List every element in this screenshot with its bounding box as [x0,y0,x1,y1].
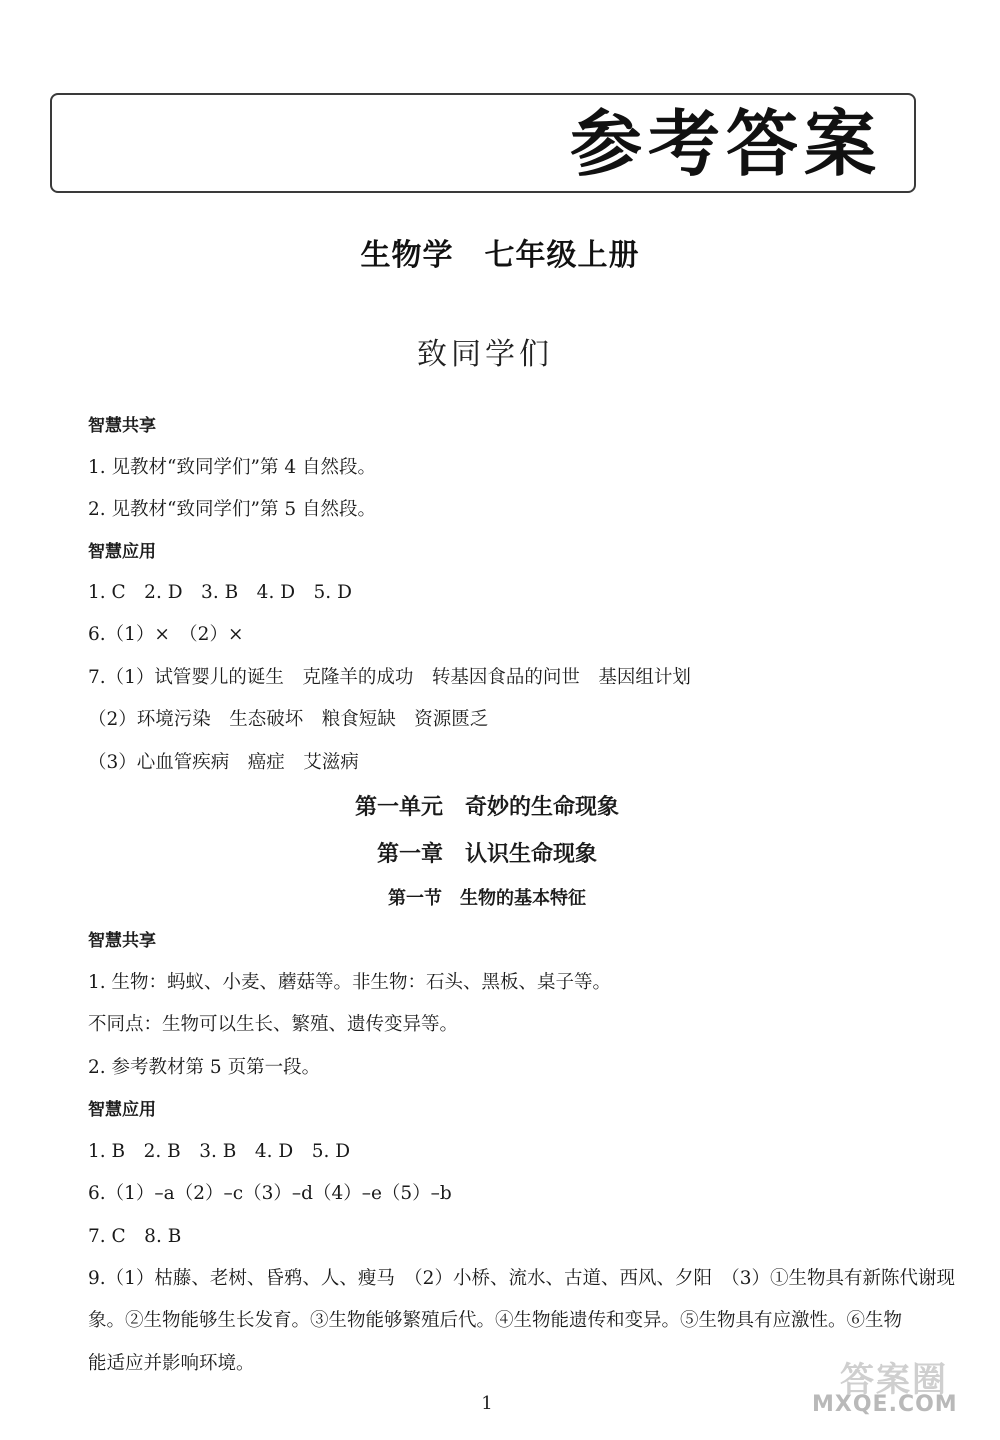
section-heading: 智慧共享 [88,416,156,436]
answer-line: 6.（1）× （2）× [88,624,244,645]
answer-line: 1. 生物：蚂蚁、小麦、蘑菇等。非生物：石头、黑板、桌子等。 [88,972,612,993]
answer-line: （3）心血管疾病 癌症 艾滋病 [88,752,359,773]
unit-title: 第一单元 奇妙的生命现象 [354,795,619,820]
answer-line: 1. C 2. D 3. B 4. D 5. D [88,582,352,603]
section-heading: 智慧应用 [88,542,156,562]
book-title: 生物学 七年级上册 [360,238,640,273]
answer-banner [50,93,916,193]
intro-title: 致同学们 [417,337,553,372]
section-title: 第一节 生物的基本特征 [388,888,586,909]
answer-line: 7.（1）试管婴儿的诞生 克隆羊的成功 转基因食品的问世 基因组计划 [88,667,691,688]
section-heading: 智慧应用 [88,1100,156,1120]
answer-line: 不同点：生物可以生长、繁殖、遗传变异等。 [88,1014,459,1035]
page-number: 1 [481,1393,493,1414]
watermark [806,1352,994,1434]
answer-line: （2）环境污染 生态破坏 粮食短缺 资源匮乏 [88,709,489,730]
answer-line: 6.（1）–a（2）–c（3）–d（4）–e（5）–b [88,1183,452,1204]
answer-line: 9.（1）枯藤、老树、昏鸦、人、瘦马 （2）小桥、流水、古道、西风、夕阳 （3）①生物具有新陈代谢现 [88,1268,955,1289]
chapter-title: 第一章 认识生命现象 [376,842,597,867]
answer-line: 1. 见教材“致同学们”第 4 自然段。 [88,457,376,478]
watermark-text: MXQE.COM [812,1392,958,1417]
section-heading: 智慧共享 [88,931,156,951]
answer-line: 能适应并影响环境。 [88,1353,255,1374]
answer-line: 象。②生物能够生长发育。③生物能够繁殖后代。④生物能遗传和变异。⑤生物具有应激性。⑥生物 [88,1310,903,1331]
watermark-logo: 答案圈 [840,1360,948,1400]
answer-line: 1. B 2. B 3. B 4. D 5. D [88,1141,351,1162]
answer-line: 2. 见教材“致同学们”第 5 自然段。 [88,499,376,520]
answer-line: 7. C 8. B [88,1226,182,1247]
banner-title: 参考答案 [569,102,882,186]
answer-line: 2. 参考教材第 5 页第一段。 [88,1057,321,1078]
